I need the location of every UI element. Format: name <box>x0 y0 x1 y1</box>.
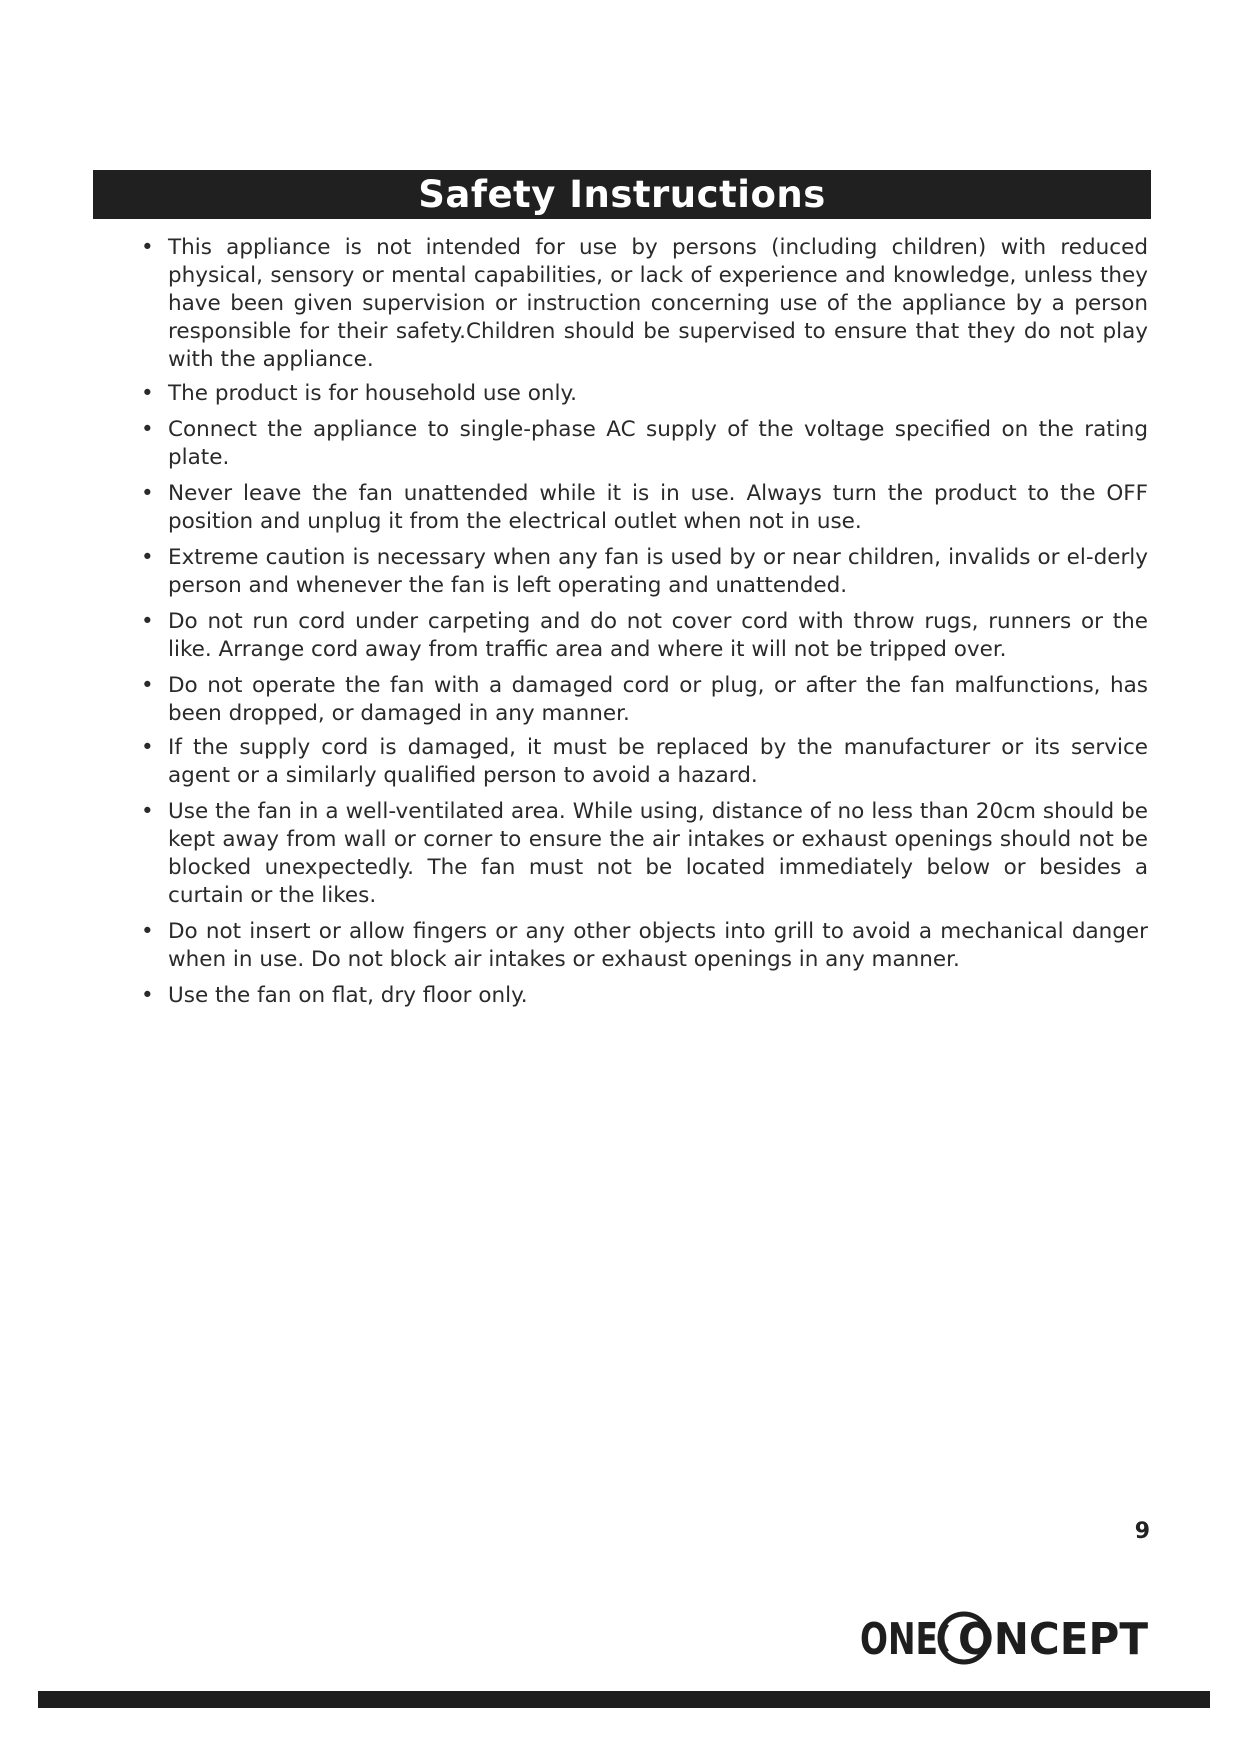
list-item: • The product is for household use only. <box>141 381 577 406</box>
bullet-icon: • <box>141 381 154 406</box>
page-title: Safety Instructions <box>418 173 826 216</box>
list-item: • Never leave the fan unattended while it is in use. Always turn the product to the OFF position and unplug it from the electrical outlet when not in use. <box>141 481 1148 534</box>
page-number: 9 <box>1134 1519 1150 1544</box>
list-item: • Use the fan on flat, dry floor only. <box>141 983 528 1008</box>
bullet-icon: • <box>141 609 154 634</box>
list-item: • Do not insert or allow fingers or any other objects into grill to avoid a mechanical danger when in use. Do not block air intakes or exhaust openings in any manner. <box>141 919 1148 972</box>
list-item: • Connect the appliance to single-phase AC supply of the voltage specified on the rating plate. <box>141 417 1148 470</box>
bullet-icon: • <box>141 545 154 570</box>
bullet-icon: • <box>141 481 154 506</box>
oneconcept-logo <box>860 1608 1150 1668</box>
bullet-icon: • <box>141 799 154 824</box>
bullet-icon: • <box>141 919 154 944</box>
title-bar <box>93 170 1151 219</box>
list-item: • Extreme caution is necessary when any fan is used by or near children, invalids or el-derly person and whenever the fan is left operating and unattended. <box>141 545 1148 598</box>
svg-text:ONCEPT: ONCEPT <box>958 1614 1148 1665</box>
list-item: • Do not operate the fan with a damaged cord or plug, or after the fan malfunctions, has been dropped, or damaged in any manner. <box>141 673 1148 726</box>
bullet-icon: • <box>141 417 154 442</box>
list-item: • Do not run cord under carpeting and do not cover cord with throw rugs, runners or the like. Arrange cord away from traffic area and where it will not be tripped over. <box>141 609 1148 662</box>
svg-text:ONE: ONE <box>860 1614 938 1665</box>
bullet-icon: • <box>141 673 154 698</box>
bullet-icon: • <box>141 983 154 1008</box>
footer-bar <box>38 1691 1210 1708</box>
list-item: • This appliance is not intended for use by persons (including children) with reduced physical, sensory or mental capabilities, or lack of experience and knowledge, unless they have been given supervision or instruction concerning use of the appliance by a person responsible for their safety.Children should be supervised to ensure that they do not play with the appliance. <box>141 235 1148 372</box>
bullet-icon: • <box>141 735 154 760</box>
list-item: • Use the fan in a well-ventilated area. While using, distance of no less than 20cm should be kept away from wall or corner to ensure the air intakes or exhaust openings should not be blocked unexpectedly. The fan must not be located immediately below or besides a curtain or the likes. <box>141 799 1148 908</box>
bullet-icon: • <box>141 235 154 260</box>
list-item: • If the supply cord is damaged, it must be replaced by the manufacturer or its service agent or a similarly qualified person to avoid a hazard. <box>141 735 1148 788</box>
